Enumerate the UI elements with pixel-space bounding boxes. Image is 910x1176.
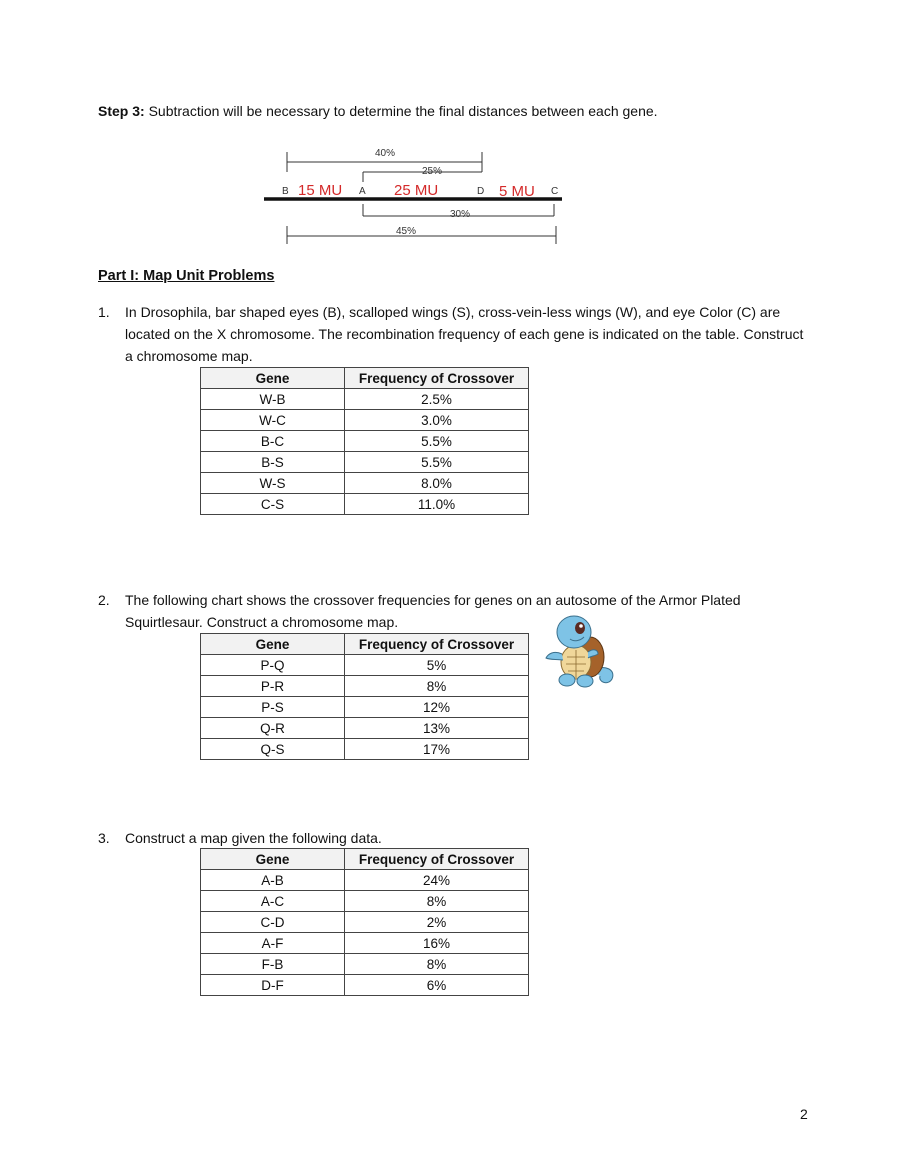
table-row bbox=[201, 431, 529, 452]
question-1 bbox=[98, 301, 808, 367]
frequency-cell: 8% bbox=[345, 676, 529, 697]
frequency-cell: 16% bbox=[345, 933, 529, 954]
gene-cell: Q-R bbox=[201, 718, 345, 739]
gene-cell: D-F bbox=[201, 975, 345, 996]
frequency-cell: 8% bbox=[345, 954, 529, 975]
label-40-percent: 40% bbox=[375, 148, 396, 159]
table-row bbox=[201, 473, 529, 494]
question-3 bbox=[98, 827, 808, 849]
q3-frequency-table bbox=[200, 848, 529, 996]
gene-a-label: A bbox=[359, 186, 366, 197]
question-1-text: In Drosophila, bar shaped eyes (B), scalloped wings (S), cross-vein-less wings (W), and eye Color (C) are located on the X chromosome. The recombination frequency of each gene is indicated on the table. Construct a chromosome map. bbox=[125, 304, 804, 364]
gene-cell: W-C bbox=[201, 410, 345, 431]
table-row bbox=[201, 954, 529, 975]
mu-a-to-d: 25 MU bbox=[394, 182, 439, 199]
question-3-text: Construct a map given the following data. bbox=[125, 830, 382, 846]
frequency-cell: 6% bbox=[345, 975, 529, 996]
header-gene: Gene bbox=[201, 368, 345, 389]
frequency-cell: 5.5% bbox=[345, 431, 529, 452]
frequency-cell: 13% bbox=[345, 718, 529, 739]
header-gene: Gene bbox=[201, 849, 345, 870]
gene-cell: A-F bbox=[201, 933, 345, 954]
table-row bbox=[201, 933, 529, 954]
gene-cell: C-S bbox=[201, 494, 345, 515]
frequency-cell: 17% bbox=[345, 739, 529, 760]
step3-label: Step 3: bbox=[98, 103, 145, 119]
table-header-row bbox=[201, 368, 529, 389]
header-frequency: Frequency of Crossover bbox=[345, 849, 529, 870]
table-row bbox=[201, 975, 529, 996]
header-gene: Gene bbox=[201, 634, 345, 655]
label-30-percent: 30% bbox=[450, 209, 471, 220]
header-frequency: Frequency of Crossover bbox=[345, 634, 529, 655]
frequency-cell: 5% bbox=[345, 655, 529, 676]
question-1-number: 1. bbox=[98, 304, 110, 320]
question-2-number: 2. bbox=[98, 592, 110, 608]
step3-text: Subtraction will be necessary to determine the final distances between each gene. bbox=[148, 103, 658, 119]
frequency-cell: 24% bbox=[345, 870, 529, 891]
table-row bbox=[201, 494, 529, 515]
table-header-row bbox=[201, 849, 529, 870]
table-row bbox=[201, 676, 529, 697]
table-row bbox=[201, 389, 529, 410]
table-row bbox=[201, 718, 529, 739]
q1-frequency-table bbox=[200, 367, 529, 515]
question-2-text: The following chart shows the crossover frequencies for genes on an autosome of the Armor Plated Squirtlesaur. Construct a chromosome map. bbox=[125, 592, 741, 630]
table-row bbox=[201, 655, 529, 676]
table-row bbox=[201, 912, 529, 933]
gene-d-label: D bbox=[477, 186, 485, 197]
table-row bbox=[201, 452, 529, 473]
frequency-cell: 5.5% bbox=[345, 452, 529, 473]
frequency-cell: 11.0% bbox=[345, 494, 529, 515]
gene-cell: W-S bbox=[201, 473, 345, 494]
table-row bbox=[201, 410, 529, 431]
part1-title: Part I: Map Unit Problems bbox=[98, 268, 275, 284]
gene-cell: Q-S bbox=[201, 739, 345, 760]
gene-cell: B-S bbox=[201, 452, 345, 473]
table-row bbox=[201, 891, 529, 912]
label-45-percent: 45% bbox=[396, 226, 417, 237]
frequency-cell: 3.0% bbox=[345, 410, 529, 431]
gene-cell: P-Q bbox=[201, 655, 345, 676]
gene-cell: P-S bbox=[201, 697, 345, 718]
gene-cell: B-C bbox=[201, 431, 345, 452]
gene-cell: C-D bbox=[201, 912, 345, 933]
table-row bbox=[201, 870, 529, 891]
table-row bbox=[201, 739, 529, 760]
frequency-cell: 2.5% bbox=[345, 389, 529, 410]
mu-b-to-a: 15 MU bbox=[298, 182, 343, 199]
frequency-cell: 12% bbox=[345, 697, 529, 718]
gene-cell: F-B bbox=[201, 954, 345, 975]
gene-cell: A-B bbox=[201, 870, 345, 891]
frequency-cell: 8.0% bbox=[345, 473, 529, 494]
gene-c-label: C bbox=[551, 186, 559, 197]
header-frequency: Frequency of Crossover bbox=[345, 368, 529, 389]
gene-cell: W-B bbox=[201, 389, 345, 410]
gene-b-label: B bbox=[282, 186, 289, 197]
table-row bbox=[201, 697, 529, 718]
gene-cell: A-C bbox=[201, 891, 345, 912]
label-25-percent: 25% bbox=[422, 166, 443, 177]
frequency-cell: 8% bbox=[345, 891, 529, 912]
page-number: 2 bbox=[800, 1106, 808, 1122]
question-2 bbox=[98, 589, 808, 633]
frequency-cell: 2% bbox=[345, 912, 529, 933]
step3-instruction bbox=[98, 103, 658, 119]
gene-cell: P-R bbox=[201, 676, 345, 697]
q2-frequency-table bbox=[200, 633, 529, 760]
gene-map-diagram bbox=[262, 142, 572, 254]
squirtle-illustration bbox=[540, 612, 616, 692]
table-header-row bbox=[201, 634, 529, 655]
mu-d-to-c: 5 MU bbox=[499, 183, 535, 200]
question-3-number: 3. bbox=[98, 830, 110, 846]
